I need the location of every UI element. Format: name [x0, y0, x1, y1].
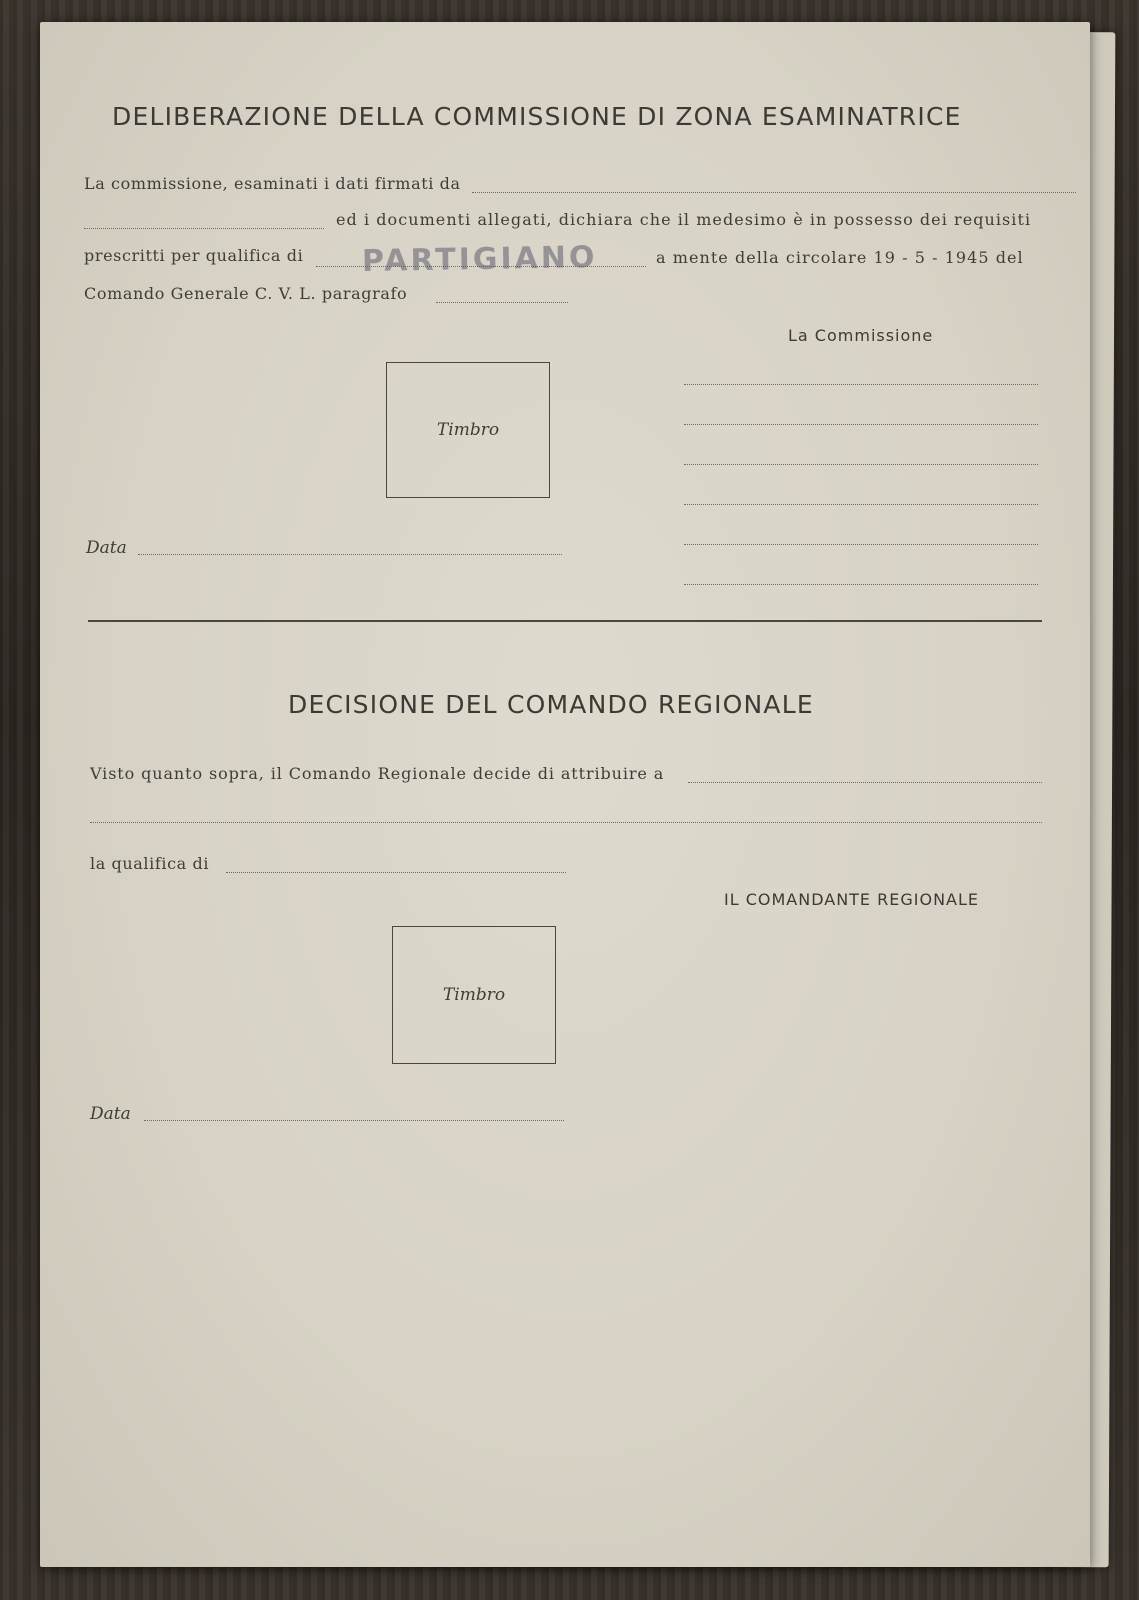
date-label-2: Data [90, 1104, 131, 1124]
signed-by-field-continued[interactable] [84, 228, 324, 229]
stamp-box-2 [392, 926, 556, 1064]
commission-signature-1[interactable] [684, 384, 1038, 385]
signed-by-field[interactable] [472, 192, 1076, 193]
document-page [40, 22, 1090, 1567]
commission-signature-5[interactable] [684, 544, 1038, 545]
section1-title: DELIBERAZIONE DELLA COMMISSIONE DI ZONA ESAMINATRICE [112, 102, 962, 131]
commission-label: La Commissione [788, 326, 934, 345]
commission-line-3b: a mente della circolare 19 - 5 - 1945 del [656, 248, 1024, 267]
commission-line-1: La commissione, esaminati i dati firmati da [84, 174, 461, 193]
paragraph-field[interactable] [436, 302, 568, 303]
stamp-box-1-label: Timbro [436, 420, 500, 440]
decision-qualification-field[interactable] [226, 872, 566, 873]
commission-line-3a: prescritti per qualifica di [84, 246, 304, 265]
date-field-1[interactable] [138, 554, 562, 555]
partigiano-stamp: PARTIGIANO [361, 239, 598, 280]
assignee-field-continued[interactable] [90, 822, 1042, 823]
stamp-box-2-label: Timbro [442, 985, 506, 1005]
commission-line-2: ed i documenti allegati, dichiara che il medesimo è in possesso dei requisiti [336, 210, 1032, 229]
commander-label: IL COMANDANTE REGIONALE [724, 890, 979, 909]
commission-signature-4[interactable] [684, 504, 1038, 505]
commission-signature-6[interactable] [684, 584, 1038, 585]
date-field-2[interactable] [144, 1120, 564, 1121]
decision-line-1: Visto quanto sopra, il Comando Regionale decide di attribuire a [90, 764, 665, 783]
commission-line-4: Comando Generale C. V. L. paragrafo [84, 284, 408, 303]
commission-signature-3[interactable] [684, 464, 1038, 465]
section-divider [88, 620, 1042, 622]
stamp-box-1 [386, 362, 550, 498]
commission-signature-2[interactable] [684, 424, 1038, 425]
section2-title: DECISIONE DEL COMANDO REGIONALE [288, 690, 814, 719]
assignee-field[interactable] [688, 782, 1042, 783]
date-label-1: Data [86, 538, 127, 558]
decision-line-3: la qualifica di [90, 854, 210, 873]
